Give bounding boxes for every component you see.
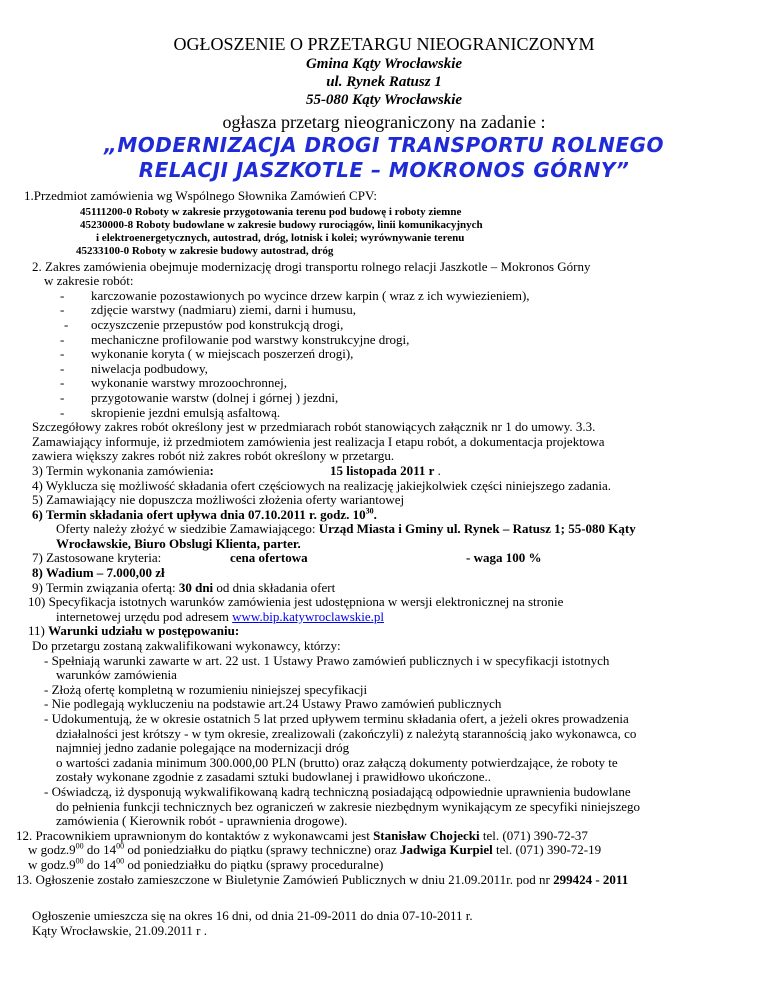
section-12-hours-1: w $godz.9^{00}$ do $14^{00}$ od poniedziałku do piątku (sprawy techniczne) oraz Jadwiga Kurpiel tel. (071) 390-72-19 [28, 842, 602, 858]
section-6: 6) Termin składania ofert upływa dnia 07.10.2011 r. godz. $10^{30}$. [32, 506, 377, 522]
contact-procedural: Jadwiga Kurpiel [399, 842, 493, 858]
condition-1-cont: warunków zamówienia [56, 667, 177, 683]
section-11-intro: Do przetargu zostaną zakwalifikowani wykonawcy, którzy: [32, 638, 341, 654]
section-13: 13. Ogłoszenie zostało zamieszczone w Biuletynie Zamówień Publicznych w dniu 21.09.2011r. pod nr 299424 - 2011 [16, 871, 629, 887]
list-item: - mechaniczne profilowanie pod warstwy konstrukcyjne drogi, [60, 331, 410, 347]
condition-3: - Nie podlegają wykluczeniu na podstawie art.24 Ustawy Prawo zamówień publicznych [44, 696, 502, 712]
cpv-code-2-cont: i elektroenergetycznych, autostrad, dróg, lotnisk i kolei; wyrównywanie terenu [96, 231, 465, 244]
section-4: 4) Wyklucza się możliwość składania ofert częściowych na realizację jakiejkolwiek części niniejszego zadania. [32, 477, 612, 493]
list-item: - karczowanie pozostawionych po wycince drzew karpin ( wraz z ich wywiezieniem), [60, 287, 530, 303]
announcement-line: ogłasza przetarg nieograniczony na zadanie : [222, 112, 546, 132]
list-item: - oczyszczenie przepustów pod konstrukcją drogi, [64, 316, 344, 332]
list-item: - przygotowanie warstw (dolnej i górnej ) jezdni, [60, 389, 339, 405]
footer-place-date: Kąty Wrocławskie, 21.09.2011 r . [32, 922, 207, 938]
condition-5: - Oświadczą, iż dysponują wykwalifikowaną kadrą techniczną posiadającą odpowiednie uprawnienia budowlane [44, 783, 631, 799]
issuer-name: Gmina Kąty Wrocławskie [305, 56, 463, 72]
section-1: 1.Przedmiot zamówienia wg Wspólnego Słownika Zamówień CPV: [24, 188, 377, 203]
section-2: 2. Zakres zamówienia obejmuje modernizację drogi transportu rolnego relacji Jaszkotle – Mokronos Górny [32, 258, 591, 274]
works-list [0, 289, 768, 420]
task-title-line-2: RELACJI JASZKOTLE – MOKRONOS GÓRNY” [138, 158, 630, 182]
completion-date: 15 listopada 2011 r [330, 462, 435, 478]
list-item: - zdjęcie warstwy (nadmiaru) ziemi, darni i humusu, [60, 302, 356, 318]
condition-5-cont: zamówienia ( Kierownik robót - uprawnienia drogowe). [56, 813, 348, 829]
list-item: - wykonanie koryta ( w miejscach poszerzeń drogi), [60, 346, 354, 362]
condition-4: - Udokumentują, że w okresie ostatnich 5 lat przed upływem terminu składania ofert, a jeżeli okres prowadzenia [44, 711, 629, 726]
scope-detail-3: zawiera większy zakres robót niż zakres robót określony w przetargu. [32, 448, 395, 464]
section-7: 7) Zastosowane kryteria: cena ofertowa - waga 100 % [32, 550, 542, 566]
section-12: 12. Pracownikiem uprawnionym do kontaktów z wykonawcami jest Stanisław Chojecki tel. (071) 390-72-37 [16, 827, 588, 843]
condition-4-cont: działalności jest krótszy - w tym okresie, zrealizowali (zakończyli) z należytą starannością jako wykonawca, co [56, 725, 637, 741]
condition-1: - Spełniają warunki zawarte w art. 22 ust. 1 Ustawy Prawo zamówień publicznych i w specyfikacji istotnych [44, 652, 610, 668]
section-5: 5) Zamawiający nie dopuszcza możliwości złożenia oferty wariantowej [32, 492, 405, 508]
cpv-code-3: 45233100-0 Roboty w zakresie budowy autostrad, dróg [76, 244, 334, 257]
task-title-line-1: „MODERNIZACJA DROGI TRANSPORTU ROLNEGO [103, 133, 664, 157]
list-item: - wykonanie warstwy mrozoochronnej, [60, 375, 288, 391]
condition-4-cont: najmniej jedno zadanie polegające na modernizacji dróg [56, 740, 350, 756]
section-2-cont: w zakresie robót: [44, 273, 134, 289]
section-10-cont: internetowej urzędu pod adresem www.bip.katywroclawskie.pl [56, 608, 385, 624]
section-6-place-cont: Wrocławskie, Biuro Obslugi Klienta, parter. [56, 535, 301, 551]
section-10: 10) Specyfikacja istotnych warunków zamówienia jest udostępniona w wersji elektronicznej na stronie [28, 594, 564, 610]
cpv-code-2: 45230000-8 Roboty budowlane w zakresie budowy rurociągów, linii komunikacyjnych [80, 218, 483, 231]
document-title: OGŁOSZENIE O PRZETARGU NIEOGRANICZONYM [173, 34, 595, 54]
issuer-postal: 55-080 Kąty Wrocławskie [305, 92, 463, 108]
bip-link[interactable]: www.bip.katywroclawskie.pl [232, 608, 385, 624]
issuer-street: ul. Rynek Ratusz 1 [326, 74, 442, 90]
contact-technical: Stanisław Chojecki [373, 827, 480, 843]
section-3: 3) Termin wykonania zamówienia: 15 listopada 2011 r . [32, 462, 441, 478]
bzp-number: 299424 - 2011 [553, 871, 629, 887]
cpv-code-1: 45111200-0 Roboty w zakresie przygotowania terenu pod budowę i roboty ziemne [80, 205, 462, 218]
list-item: - niwelacja podbudowy, [60, 360, 208, 376]
scope-detail-1: Szczegółowy zakres robót określony jest w przedmiarach robót stanowiących załącznik nr 1 do umowy. 3.3. [32, 419, 596, 435]
condition-5-cont: do pełnienia funkcji technicznych bez ograniczeń w zakresie niezbędnym wynikającym ze specyfiki niniejszego [56, 798, 641, 814]
section-9: 9) Termin związania ofertą: 30 dni od dnia składania ofert [32, 579, 336, 595]
section-12-hours-2: w $godz.9^{00}$ do $14^{00}$ od poniedziałku do piątku (sprawy proceduralne) [28, 856, 384, 872]
scope-detail-2: Zamawiający informuje, iż przedmiotem zamówienia jest realizacja I etapu robót, a dokumentacja projektowa [32, 433, 605, 449]
footer-period: Ogłoszenie umieszcza się na okres 16 dni, od dnia 21-09-2011 do dnia 07-10-2011 r. [32, 908, 473, 924]
section-6-place: Oferty należy złożyć w siedzibie Zamawiającego: Urząd Miasta i Gminy ul. Rynek – Ratusz 1; 55-080 Kąty [56, 521, 636, 537]
list-item: - skropienie jezdni emulsją asfaltową. [60, 404, 281, 420]
condition-2: - Złożą ofertę kompletną w rozumieniu niniejszej specyfikacji [44, 681, 368, 697]
section-11: 11) Warunki udziału w postępowaniu: [28, 623, 240, 639]
condition-4-cont: o wartości zadania minimum 300.000,00 PLN (brutto) oraz załączą dokumenty potwierdzające, że roboty te [56, 754, 618, 770]
condition-4-cont: zostały wykonane zgodnie z zasadami sztuki budowlanej i prawidłowo ukończone.. [56, 769, 492, 785]
section-8: 8) Wadium – 7.000,00 zł [32, 565, 165, 581]
